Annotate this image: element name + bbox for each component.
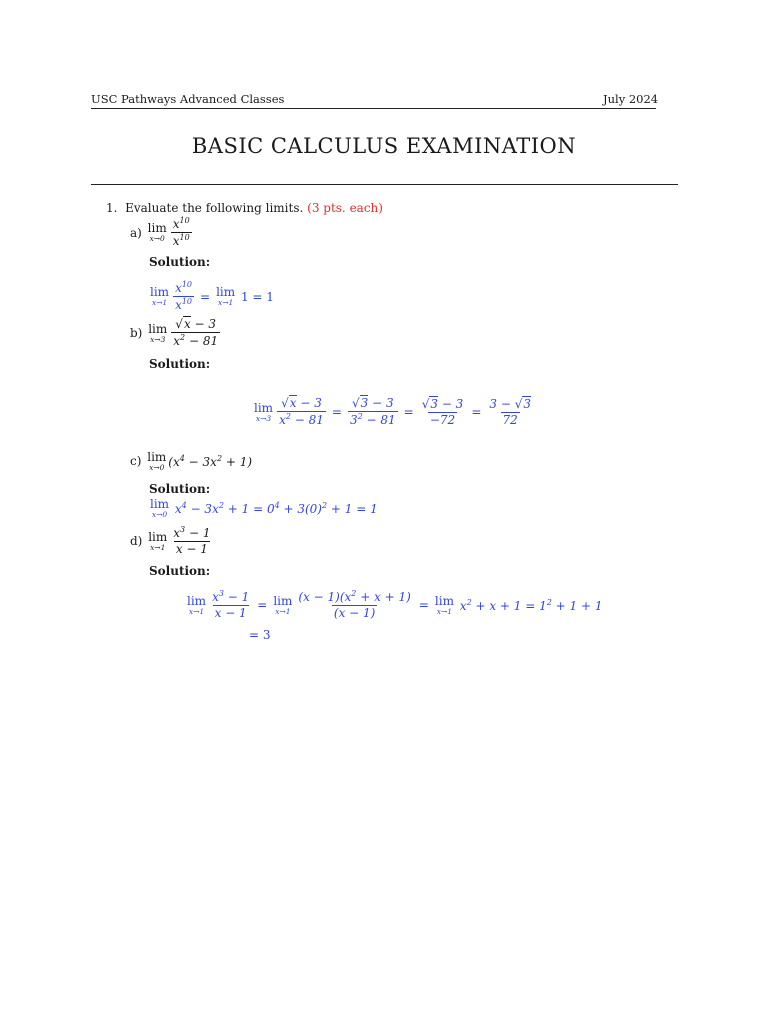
question-text: Evaluate the following limits.: [125, 201, 304, 215]
question-number: 1.: [106, 201, 118, 215]
part-b-problem: b) lim x→3 $\frac{√x - 3}{x^2 - 81}$: [130, 317, 219, 349]
part-d-problem: d) lim x→1 $\frac{x^3 - 1}{x - 1}$: [130, 525, 211, 557]
part-a-problem: [130, 217, 194, 248]
part-d-label: d): [130, 534, 143, 549]
solution-label-b: Solution:: [149, 357, 211, 371]
part-d-solution: lim x→1 $\frac{x^3 - 1}{x - 1}$ = lim x→1 $\frac{(x - 1)(x^2 + x + 1)}{(x - 1)}$ = lim x→1 $x^2 + x + 1 = 1^2 + 1 + 1$: [187, 589, 603, 621]
solution-label-d: Solution:: [149, 564, 211, 578]
part-a-label: a): [130, 225, 142, 240]
part-c-problem: c) lim x→0 $(x^4 - 3x^2 + 1)$: [130, 450, 253, 472]
title-rule: [91, 184, 678, 185]
part-a-solution: lim x→1 $\frac{x^{10}}{x^{10}}$ = lim x→1 1 = 1: [150, 280, 274, 313]
part-c-solution: lim x→0 $x^4 - 3x^2 + 1 = 0^4 + 3(0)^2 + 1 = 1$: [150, 497, 378, 519]
part-d-solution-result: = 3: [249, 628, 271, 642]
solution-label-a: Solution:: [149, 255, 211, 269]
fraction: $\frac{x^{10}}{x^{10}}$: [172, 216, 190, 249]
solution-label-c: Solution:: [149, 482, 211, 496]
part-b-solution: lim x→3 $\frac{√x - 3}{x^2 - 81}$ = $\frac{√3 - 3}{3^2 - 81}$ = $\frac{√3 - 3}{-72}$ = $\frac{3 - √3}{72}$: [254, 396, 531, 428]
part-c-label: c): [130, 454, 142, 469]
header-course: USC Pathways Advanced Classes: [91, 92, 285, 106]
header-rule: [91, 108, 656, 109]
header-date: July 2024: [603, 92, 659, 106]
limit-operator: lim x→0: [147, 221, 167, 244]
question-points: (3 pts. each): [307, 201, 383, 215]
question-1: [106, 201, 383, 215]
page-title: BASIC CALCULUS EXAMINATION: [191, 134, 577, 158]
part-b-label: b): [130, 326, 143, 341]
